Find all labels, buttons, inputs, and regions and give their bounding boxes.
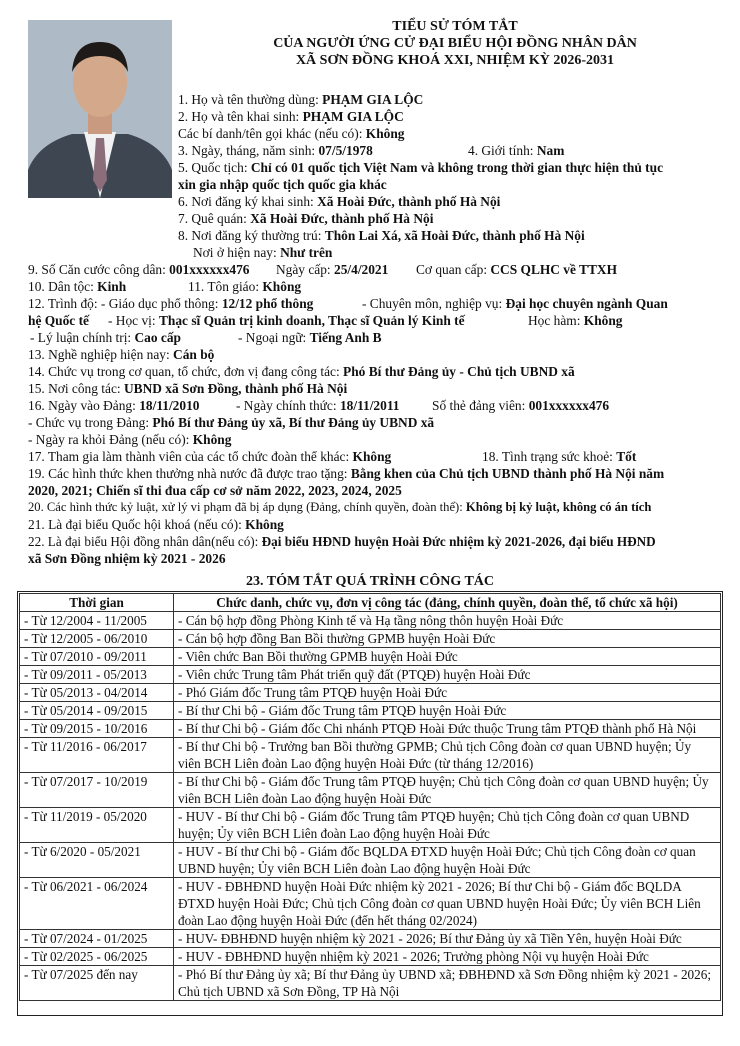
field-education: 12. Trình độ: - Giáo dục phổ thông: 12/12 phổ thông [28,296,314,311]
work-position-cell: - HUV - ĐBHĐND huyện nhiệm kỳ 2021 - 2026; Trưởng phòng Nội vụ huyện Hoài Đức [174,948,721,966]
field-academic-title: Học hàm: Không [528,313,623,328]
work-period-cell: - Từ 06/2021 - 06/2024 [20,878,174,930]
field-hometown: 7. Quê quán: Xã Hoài Đức, thành phố Hà Nội [178,211,434,226]
table-row [20,612,721,630]
field-awards: 19. Các hình thức khen thưởng nhà nước đã được trao tặng: Bằng khen của Chủ tịch UBND thành phố Hà Nội năm [28,466,665,481]
field-birth-registration: 6. Nơi đăng ký khai sinh: Xã Hoài Đức, thành phố Hà Nội [178,194,501,209]
work-position-cell: - Phó Bí thư Đảng ủy xã; Bí thư Đảng ủy UBND xã; ĐBHĐND xã Sơn Đồng nhiệm kỳ 2021 - 2026; Chủ tịch UBND xã Sơn Đồng, TP Hà Nội [174,966,721,1001]
table-row [20,648,721,666]
field-degree: - Học vị: Thạc sĩ Quản trị kinh doanh, Thạc sĩ Quản lý Kinh tế [108,313,465,328]
field-nationality-cont: xin gia nhập quốc tịch quốc gia khác [178,177,387,192]
work-position-cell: - HUV- ĐBHĐND huyện nhiệm kỳ 2021 - 2026; Bí thư Đảng ủy xã Tiền Yên, huyện Hoài Đức [174,930,721,948]
table-row [20,966,721,1001]
field-ethnicity: 10. Dân tộc: Kinh [28,279,127,294]
work-position-cell: - HUV - Bí thư Chi bộ - Giám đốc Trung tâm PTQĐ huyện; Chủ tịch Công đoàn cơ quan UBND huyện; Ủy viên BCH Liên đoàn Lao động huyện Hoài Đức [174,808,721,843]
work-period-cell: - Từ 6/2020 - 05/2021 [20,843,174,878]
work-period-cell: - Từ 07/2024 - 01/2025 [20,930,174,948]
field-nationality: 5. Quốc tịch: Chỉ có 01 quốc tịch Việt Nam và không trong thời gian thực hiện thủ tục [178,160,664,175]
field-peoples-council: 22. Là đại biểu Hội đồng nhân dân(nếu có): Đại biểu HĐND huyện Hoài Đức nhiệm kỳ 2021-2026, đại biểu HĐND [28,534,656,549]
work-position-cell: - Bí thư Chi bộ - Giám đốc Trung tâm PTQĐ huyện; Chủ tịch Công đoàn cơ quan UBND huyện; Ủy viên BCH Liên đoàn Lao động huyện Hoài Đức [174,773,721,808]
field-current-residence: Nơi ở hiện nay: Như trên [193,245,333,260]
table-row [20,843,721,878]
field-party-join-date: 16. Ngày vào Đảng: 18/11/2010 [28,398,200,413]
work-period-cell: - Từ 09/2011 - 05/2013 [20,666,174,684]
column-header-time: Thời gian [20,594,174,612]
field-gender: 4. Giới tính: Nam [468,143,565,158]
field-party-card-number: Số thẻ đảng viên: 001xxxxxx476 [432,398,610,413]
field-political-theory: - Lý luận chính trị: Cao cấp [30,330,181,345]
work-position-cell: - Viên chức Trung tâm Phát triển quỹ đất (PTQĐ) huyện Hoài Đức [174,666,721,684]
work-position-cell: - Cán bộ hợp đồng Phòng Kinh tế và Hạ tầng nông thôn huyện Hoài Đức [174,612,721,630]
field-religion: 11. Tôn giáo: Không [188,279,302,294]
work-position-cell: - Bí thư Chi bộ - Giám đốc Chi nhánh PTQĐ Hoài Đức thuộc Trung tâm PTQĐ thành phố Hà Nội [174,720,721,738]
field-party-position: - Chức vụ trong Đảng: Phó Bí thư Đảng ủy xã, Bí thư Đảng ủy UBND xã [28,415,435,430]
work-position-cell: - HUV - Bí thư Chi bộ - Giám đốc BQLDA ĐTXD huyện Hoài Đức; Chủ tịch Công đoàn cơ quan UBND huyện; Ủy viên BCH Liên đoàn Lao động huyện Hoài Đức [174,843,721,878]
field-birth-name: 2. Họ và tên khai sinh: PHẠM GIA LỘC [178,109,404,124]
field-id-issuer: Cơ quan cấp: CCS QLHC về TTXH [416,262,617,277]
field-specialization-cont: hệ Quốc tế [28,313,89,328]
table-row [20,738,721,773]
work-position-cell: - Cán bộ hợp đồng Ban Bồi thường GPMB huyện Hoài Đức [174,630,721,648]
table-row [20,720,721,738]
field-discipline: 20. Các hình thức kỷ luật, xử lý vi phạm đã bị áp dụng (Đảng, chính quyền, đoàn thể): Không bị kỷ luật, không có án tích [28,500,652,514]
table-row [20,878,721,930]
field-birth-date: 3. Ngày, tháng, năm sinh: 07/5/1978 [178,143,373,158]
work-position-cell: - Phó Giám đốc Trung tâm PTQĐ huyện Hoài Đức [174,684,721,702]
doc-title-line-3: XÃ SƠN ĐỒNG KHOÁ XXI, NHIỆM KỲ 2026-2031 [295,53,615,68]
field-health-status: 18. Tình trạng sức khoẻ: Tốt [482,449,637,464]
work-history-body [20,612,721,1001]
work-period-cell: - Từ 09/2015 - 10/2016 [20,720,174,738]
work-period-cell: - Từ 02/2025 - 06/2025 [20,948,174,966]
field-current-position: 14. Chức vụ trong cơ quan, tổ chức, đơn vị đang công tác: Phó Bí thư Đảng ủy - Chủ tịch UBND xã [28,364,575,379]
doc-title-line-2: CỦA NGƯỜI ỨNG CỬ ĐẠI BIỂU HỘI ĐỒNG NHÂN DÂN [273,36,637,51]
column-header-position: Chức danh, chức vụ, đơn vị công tác (đảng, chính quyền, đoàn thể, tổ chức xã hội) [174,594,721,612]
field-awards-cont: 2020, 2021; Chiến sĩ thi đua cấp cơ sở năm 2022, 2023, 2024, 2025 [28,483,402,498]
table-row [20,773,721,808]
work-period-cell: - Từ 05/2014 - 09/2015 [20,702,174,720]
field-specialization: - Chuyên môn, nghiệp vụ: Đại học chuyên ngành Quan [362,296,668,311]
field-other-organizations: 17. Tham gia làm thành viên của các tổ chức đoàn thể khác: Không [28,449,392,464]
field-id-issue-date: Ngày cấp: 25/4/2021 [276,262,389,277]
table-row [20,702,721,720]
work-period-cell: - Từ 05/2013 - 04/2014 [20,684,174,702]
table-row [20,666,721,684]
work-position-cell: - Bí thư Chi bộ - Trưởng ban Bồi thường GPMB; Chủ tịch Công đoàn cơ quan UBND huyện; Ủy viên BCH Liên đoàn Lao động huyện Hoài Đức (từ tháng 12/2016) [174,738,721,773]
portrait-illustration [28,20,172,198]
table-row [20,948,721,966]
field-party-exit-date: - Ngày ra khỏi Đảng (nếu có): Không [28,432,232,447]
table-header-row [20,594,721,612]
table-row [20,808,721,843]
work-period-cell: - Từ 12/2005 - 06/2010 [20,630,174,648]
table-row [20,684,721,702]
field-national-assembly: 21. Là đại biểu Quốc hội khoá (nếu có): Không [28,517,284,532]
table-row [20,930,721,948]
work-position-cell: - HUV - ĐBHĐND huyện Hoài Đức nhiệm kỳ 2021 - 2026; Bí thư Chi bộ - Giám đốc BQLDA ĐTXD huyện Hoài Đức; Chủ tịch Công đoàn cơ quan UBND huyện Hoài Đức; Ủy viên BCH Liên đoàn Lao động huyện Hoài Đức (đến hết tháng 02/2024) [174,878,721,930]
field-common-name: 1. Họ và tên thường dùng: PHẠM GIA LỘC [178,92,424,107]
work-period-cell: - Từ 07/2010 - 09/2011 [20,648,174,666]
field-foreign-language: - Ngoại ngữ: Tiếng Anh B [238,330,382,345]
work-period-cell: - Từ 11/2019 - 05/2020 [20,808,174,843]
work-history-title: 23. TÓM TẮT QUÁ TRÌNH CÔNG TÁC [245,574,495,589]
field-peoples-council-cont: xã Sơn Đồng nhiệm kỳ 2021 - 2026 [28,551,226,566]
candidate-portrait-photo [28,20,172,198]
field-permanent-residence: 8. Nơi đăng ký thường trú: Thôn Lai Xá, xã Hoài Đức, thành phố Hà Nội [178,228,585,243]
field-occupation: 13. Nghề nghiệp hiện nay: Cán bộ [28,347,215,362]
work-position-cell: - Bí thư Chi bộ - Giám đốc Trung tâm PTQĐ huyện Hoài Đức [174,702,721,720]
work-position-cell: - Viên chức Ban Bồi thường GPMB huyện Hoài Đức [174,648,721,666]
field-aliases: Các bí danh/tên gọi khác (nếu có): Không [178,126,405,141]
field-party-official-date: - Ngày chính thức: 18/11/2011 [236,398,400,413]
doc-title-line-1: TIỂU SỬ TÓM TẮT [392,19,518,34]
table-row [20,630,721,648]
work-period-cell: - Từ 11/2016 - 06/2017 [20,738,174,773]
work-period-cell: - Từ 07/2025 đến nay [20,966,174,1001]
work-period-cell: - Từ 07/2017 - 10/2019 [20,773,174,808]
work-period-cell: - Từ 12/2004 - 11/2005 [20,612,174,630]
work-history-table [19,593,721,1001]
field-citizen-id: 9. Số Căn cước công dân: 001xxxxxx476 [28,262,250,277]
field-workplace: 15. Nơi công tác: UBND xã Sơn Đồng, thành phố Hà Nội [28,381,348,396]
